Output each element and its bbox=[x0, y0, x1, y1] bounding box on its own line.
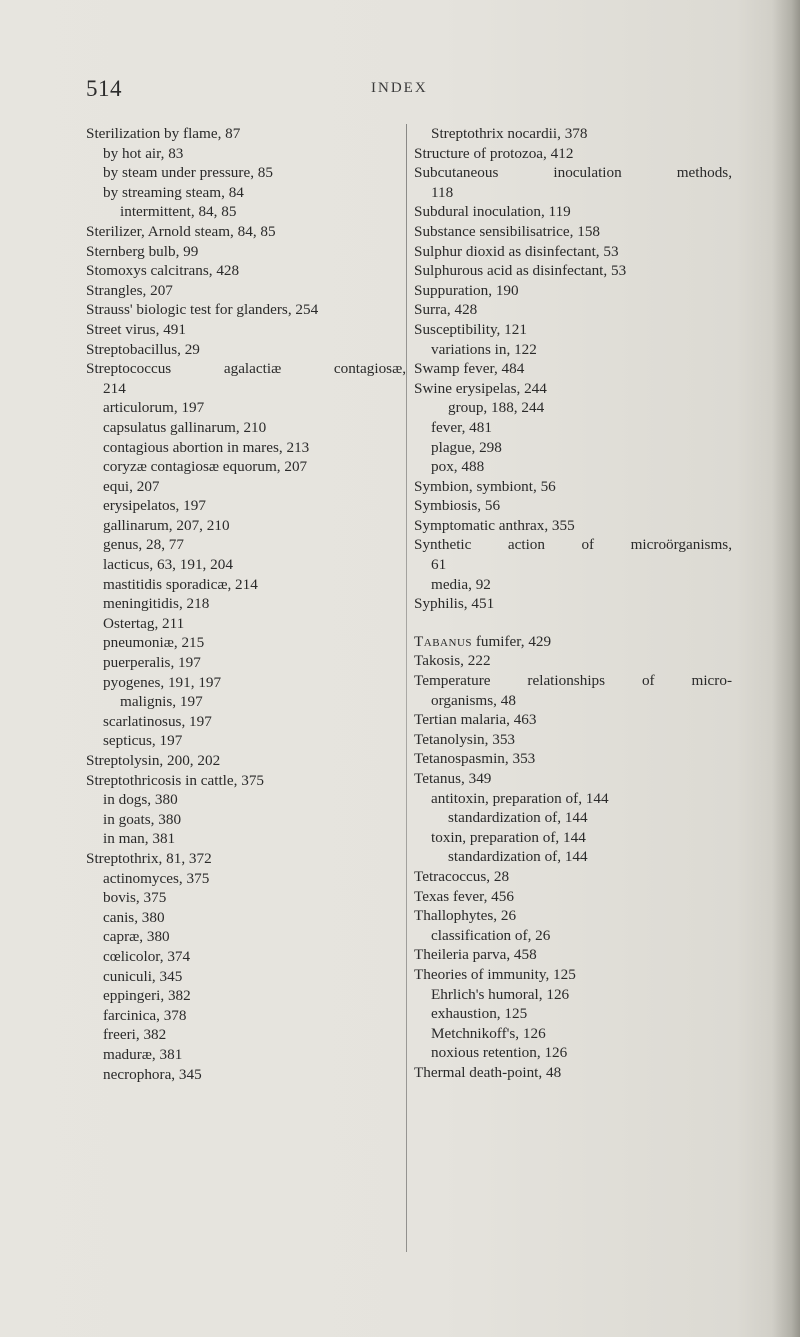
index-entry: Metchnikoff's, 126 bbox=[431, 1024, 546, 1042]
index-entry: Streptothricosis in cattle, 375 bbox=[86, 771, 265, 789]
index-entry: Sulphur dioxid as disinfectant, 53 bbox=[414, 242, 619, 260]
index-entry: variations in, 122 bbox=[431, 340, 537, 358]
index-entry: exhaustion, 125 bbox=[431, 1005, 528, 1023]
running-head: INDEX bbox=[371, 80, 428, 96]
index-entry: Theories of immunity, 125 bbox=[414, 965, 576, 983]
index-entry: bovis, 375 bbox=[103, 889, 167, 907]
index-entry: contagious abortion in mares, 213 bbox=[103, 438, 310, 456]
index-entry: toxin, preparation of, 144 bbox=[431, 828, 586, 846]
index-entry: organisms, 48 bbox=[431, 691, 516, 709]
index-entry: Suppuration, 190 bbox=[414, 281, 519, 299]
index-entry: Streptococcus agalactiæ contagiosæ, bbox=[86, 360, 406, 378]
index-entry: pyogenes, 191, 197 bbox=[103, 673, 222, 691]
index-entry: capsulatus gallinarum, 210 bbox=[103, 418, 267, 436]
index-entry: 214 bbox=[103, 379, 126, 397]
index-entry bbox=[414, 632, 732, 652]
index-entry: malignis, 197 bbox=[120, 693, 203, 711]
index-entry: actinomyces, 375 bbox=[103, 869, 210, 887]
index-entry: Sulphurous acid as disinfectant, 53 bbox=[414, 262, 627, 280]
index-entry: Tertian malaria, 463 bbox=[414, 711, 537, 729]
index-entry: group, 188, 244 bbox=[448, 399, 545, 417]
index-entry: noxious retention, 126 bbox=[431, 1044, 568, 1062]
index-entry: mastitidis sporadicæ, 214 bbox=[103, 575, 258, 593]
index-entry: Structure of protozoa, 412 bbox=[414, 144, 574, 162]
index-entry: Streptolysin, 200, 202 bbox=[86, 752, 221, 769]
index-entry: coryzæ contagiosæ equorum, 207 bbox=[103, 458, 308, 476]
index-entry: intermittent, 84, 85 bbox=[120, 203, 237, 221]
index-entry: antitoxin, preparation of, 144 bbox=[431, 789, 609, 807]
index-entry: Sternberg bulb, 99 bbox=[86, 242, 199, 260]
index-entry: Temperature relationships of micro- bbox=[414, 672, 732, 690]
index-entry: Strauss' biologic test for glanders, 254 bbox=[86, 301, 319, 319]
index-entry: farcinica, 378 bbox=[103, 1006, 187, 1024]
index-entry: eppingeri, 382 bbox=[103, 987, 191, 1005]
index-entry: Theileria parva, 458 bbox=[414, 946, 537, 964]
index-entry: Surra, 428 bbox=[414, 301, 478, 319]
index-entry: meningitidis, 218 bbox=[103, 595, 210, 613]
index-entry-rest: fumifer, 429 bbox=[472, 632, 552, 650]
index-entry: septicus, 197 bbox=[103, 732, 183, 750]
index-entry: Subdural inoculation, 119 bbox=[414, 203, 571, 221]
index-entry: scarlatinosus, 197 bbox=[103, 712, 212, 730]
index-entry: Susceptibility, 121 bbox=[414, 320, 527, 338]
index-entry: Tetanospasmin, 353 bbox=[414, 750, 536, 768]
page-edge-shadow bbox=[772, 0, 800, 1337]
page-header bbox=[0, 76, 800, 106]
index-entry: plague, 298 bbox=[431, 438, 502, 456]
index-entry: Symptomatic anthrax, 355 bbox=[414, 516, 575, 534]
index-entry: Streptothrix nocardii, 378 bbox=[431, 125, 588, 142]
index-entry: in goats, 380 bbox=[103, 810, 182, 828]
index-entry: Tetracoccus, 28 bbox=[414, 867, 510, 885]
index-entry: articulorum, 197 bbox=[103, 399, 205, 417]
index-entry: Sterilizer, Arnold steam, 84, 85 bbox=[86, 222, 276, 240]
index-entry: Synthetic action of microörganisms, bbox=[414, 536, 732, 554]
index-entry: 61 bbox=[431, 556, 447, 574]
index-entry: Symbion, symbiont, 56 bbox=[414, 477, 556, 495]
index-entry: Texas fever, 456 bbox=[414, 887, 514, 905]
index-entry: Takosis, 222 bbox=[414, 652, 491, 670]
index-entry: Strangles, 207 bbox=[86, 281, 173, 299]
index-entry: 118 bbox=[431, 183, 454, 201]
index-entry: Sterilization by flame, 87 bbox=[86, 125, 241, 142]
index-entry: by hot air, 83 bbox=[103, 144, 184, 162]
index-entry: cuniculi, 345 bbox=[103, 967, 183, 985]
index-entry: Swamp fever, 484 bbox=[414, 360, 525, 378]
index-entry: Streptothrix, 81, 372 bbox=[86, 849, 212, 867]
index-entry: Subcutaneous inoculation methods, bbox=[414, 164, 732, 182]
index-entry: pneumoniæ, 215 bbox=[103, 634, 205, 652]
index-entry: Ostertag, 211 bbox=[103, 614, 185, 632]
index-entry: fever, 481 bbox=[431, 418, 492, 436]
index-entry: equi, 207 bbox=[103, 477, 160, 495]
index-entry: media, 92 bbox=[431, 575, 491, 593]
index-entry: in man, 381 bbox=[103, 830, 176, 848]
index-entry: necrophora, 345 bbox=[103, 1065, 202, 1083]
index-entry: in dogs, 380 bbox=[103, 791, 178, 809]
index-entry: canis, 380 bbox=[103, 908, 165, 926]
index-entry: Street virus, 491 bbox=[86, 320, 186, 338]
index-entry: genus, 28, 77 bbox=[103, 536, 184, 554]
index-entry: Swine erysipelas, 244 bbox=[414, 379, 547, 397]
index-entry: pox, 488 bbox=[431, 458, 485, 476]
index-entry: Stomoxys calcitrans, 428 bbox=[86, 262, 240, 280]
index-column-right bbox=[414, 124, 732, 1083]
index-entry: cœlicolor, 374 bbox=[103, 947, 191, 965]
index-column-left bbox=[86, 124, 406, 1084]
index-entry: Thallophytes, 26 bbox=[414, 907, 517, 925]
index-entry: puerperalis, 197 bbox=[103, 654, 201, 672]
column-divider bbox=[406, 124, 407, 1252]
index-entry: standardization of, 144 bbox=[448, 848, 588, 866]
index-entry: Thermal death-point, 48 bbox=[414, 1063, 562, 1081]
index-entry-small-caps: Tabanus bbox=[414, 632, 473, 650]
index-entry: gallinarum, 207, 210 bbox=[103, 516, 230, 534]
index-entry: by steam under pressure, 85 bbox=[103, 164, 273, 182]
index-entry: Tetanus, 349 bbox=[414, 770, 492, 787]
index-entry: Ehrlich's humoral, 126 bbox=[431, 985, 570, 1003]
index-entry: freeri, 382 bbox=[103, 1026, 167, 1044]
index-entry: lacticus, 63, 191, 204 bbox=[103, 556, 233, 574]
index-entry: capræ, 380 bbox=[103, 928, 170, 946]
index-entry: Streptobacillus, 29 bbox=[86, 340, 200, 358]
index-entry: erysipelatos, 197 bbox=[103, 497, 206, 515]
index-entry: maduræ, 381 bbox=[103, 1045, 183, 1063]
index-entry: by streaming steam, 84 bbox=[103, 183, 244, 201]
index-entry: standardization of, 144 bbox=[448, 809, 588, 827]
page-number: 514 bbox=[86, 76, 122, 101]
index-entry: Tetanolysin, 353 bbox=[414, 730, 516, 748]
index-entry: Syphilis, 451 bbox=[414, 595, 495, 613]
index-entry: classification of, 26 bbox=[431, 926, 551, 944]
index-entry: Substance sensibilisatrice, 158 bbox=[414, 222, 601, 240]
index-entry: Symbiosis, 56 bbox=[414, 497, 501, 515]
